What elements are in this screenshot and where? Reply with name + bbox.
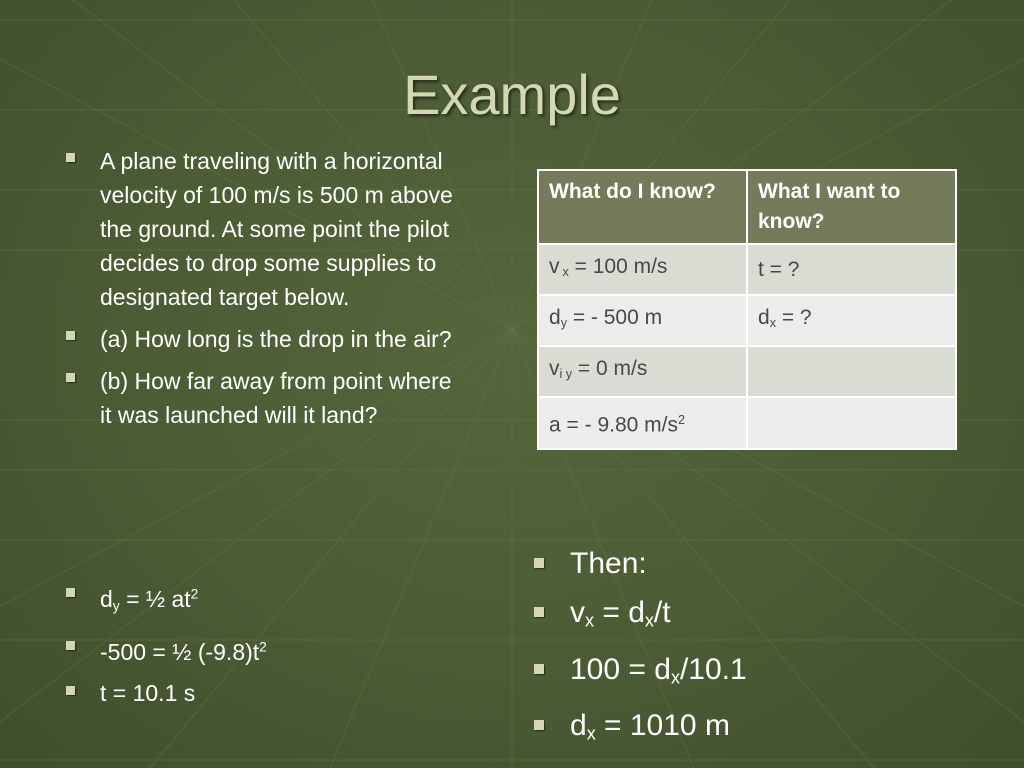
list-item [534, 706, 994, 754]
list-item [534, 650, 994, 698]
table-cell: $v_{i y} = 0$ m/s [538, 346, 747, 397]
known-unknown-table [537, 169, 957, 450]
list-item [66, 322, 466, 356]
header-want: What I want to know? [747, 170, 956, 244]
problem-statement: A plane traveling with a horizontal velocity of 100 m/s is 500 m above the ground. At some point the pilot decides to drop some supplies to designated target below. [100, 148, 453, 310]
list-item [66, 144, 466, 314]
list-item [66, 631, 466, 669]
table-row [538, 346, 956, 397]
table-cell [747, 397, 956, 449]
equation-line: Then: [570, 547, 647, 580]
list-item [66, 676, 466, 710]
square-bullet-icon [534, 607, 544, 617]
table-cell: t = ? [747, 244, 956, 295]
square-bullet-icon [534, 664, 544, 674]
solution-a-list [66, 578, 466, 717]
solution-b-list [534, 544, 994, 763]
square-bullet-icon [534, 558, 544, 568]
table-row [538, 244, 956, 295]
equation-line: $v_x = d_x/t$ [570, 596, 671, 631]
square-bullet-icon [66, 588, 75, 597]
table-row [538, 397, 956, 449]
equation-line: $d_y$ = ½ $at^2$ [100, 586, 199, 614]
equation-line: $d_x = 1010$ m [570, 709, 730, 744]
square-bullet-icon [534, 720, 544, 730]
list-item [66, 578, 466, 624]
equation-line: -500 = ½ $(-9.8)t^2$ [100, 638, 267, 665]
list-item [534, 544, 994, 584]
table-cell: $d_y$ = - 500 m [538, 295, 747, 346]
square-bullet-icon [66, 373, 75, 382]
table-cell [747, 346, 956, 397]
header-known: What do I know? [538, 170, 747, 244]
table-cell: $d_x$ = ? [747, 295, 956, 346]
slide-title: Example [403, 63, 621, 126]
table-cell: v x = 100 m/s [538, 244, 747, 295]
table-header-row [538, 170, 956, 244]
list-item [66, 364, 466, 432]
square-bullet-icon [66, 153, 75, 162]
table-cell: a = - 9.80 $m/s^2$ [538, 397, 747, 449]
square-bullet-icon [66, 686, 75, 695]
question-b: (b) How far away from point where it was launched will it land? [100, 368, 452, 428]
equation-line: $100 = d_x/10.1$ [570, 652, 747, 687]
equation-line: t = 10.1 s [100, 679, 196, 706]
table-row [538, 295, 956, 346]
list-item [534, 593, 994, 641]
question-a: (a) How long is the drop in the air? [100, 326, 452, 352]
square-bullet-icon [66, 641, 75, 650]
square-bullet-icon [66, 331, 75, 340]
problem-bullet-list [66, 144, 466, 440]
